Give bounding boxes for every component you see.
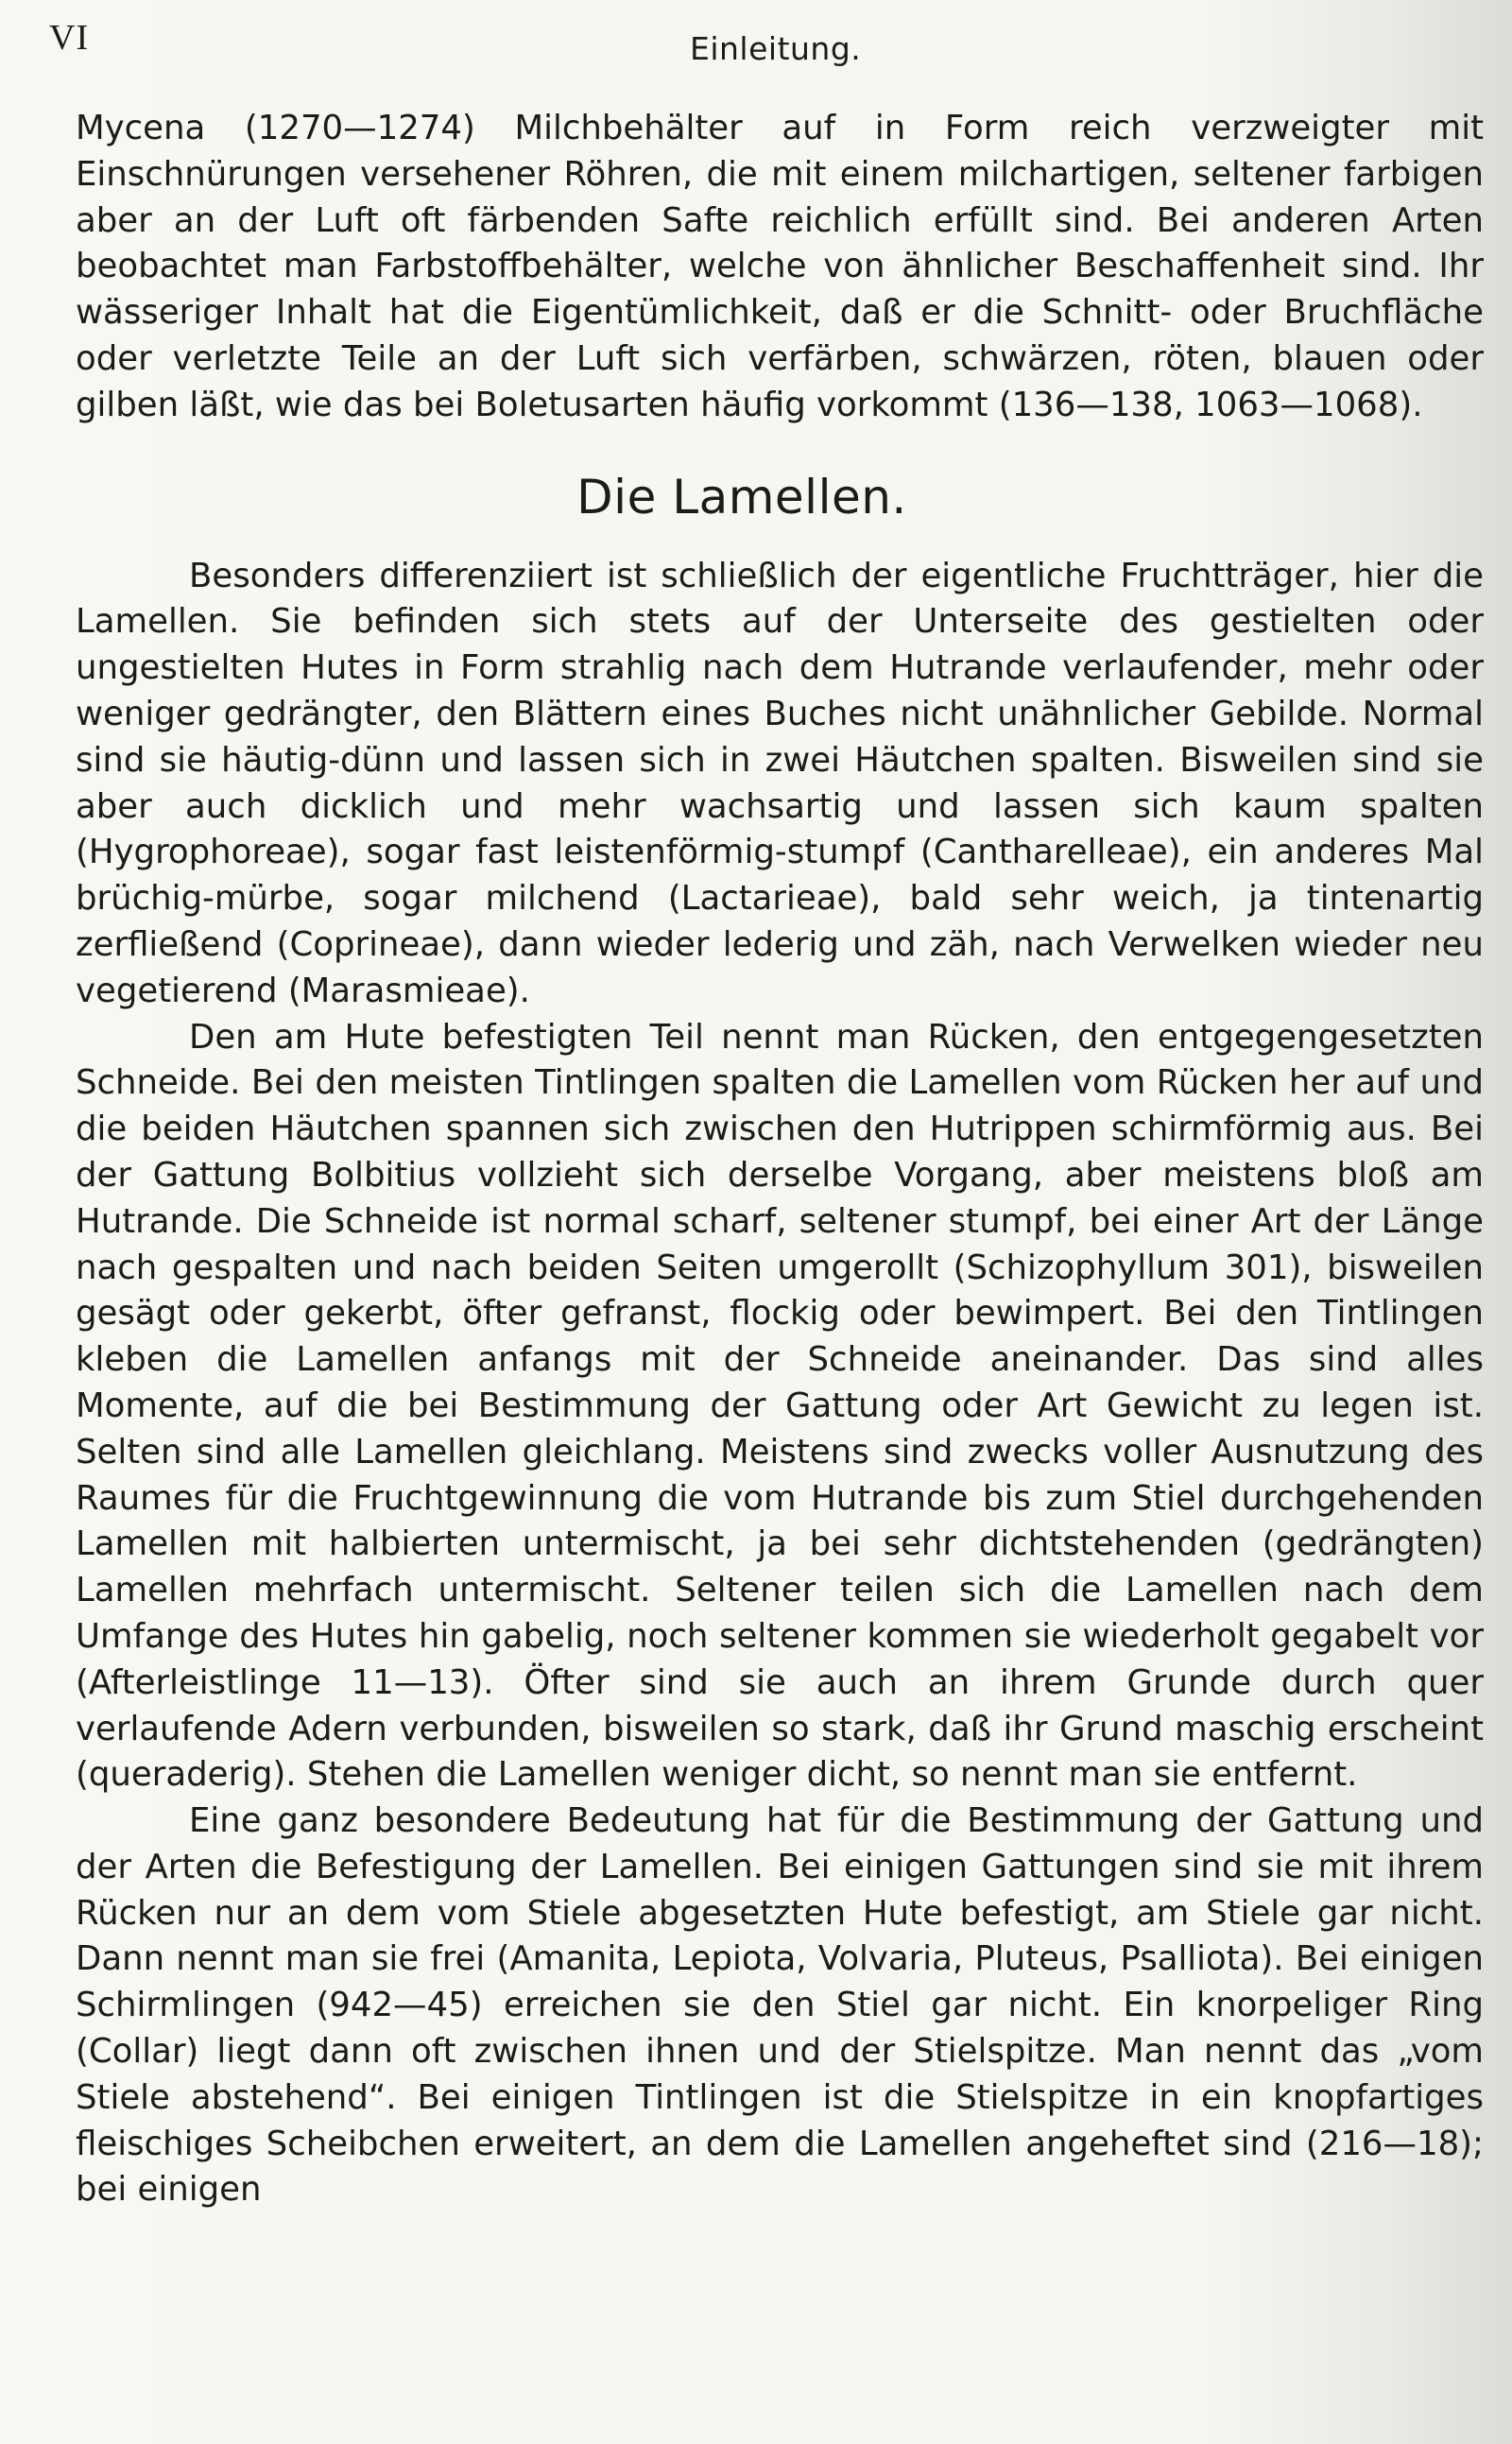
body-text bbox=[76, 106, 1484, 2213]
page-header bbox=[0, 17, 1512, 74]
page-number: VI bbox=[49, 18, 90, 58]
running-title: Einleitung. bbox=[690, 30, 862, 67]
paragraph-ruecken-schneide: Den am Hute befestigten Teil nennt man Rücken, den entgegengesetzten Schneide. Bei den meisten Tintlingen spalten die Lamellen vom Rücken her auf und die beiden Häutchen spannen sich zwischen den Hutrippen schirmförmig aus. Bei der Gattung Bolbitius vollzieht sich derselbe Vorgang, aber meistens bloß am Hutrande. Die Schneide ist normal scharf, seltener stumpf, bei einer Art der Länge nach gespalten und nach beiden Seiten umgerollt (Schizophyllum 301), bisweilen gesägt oder gekerbt, öfter gefranst, flockig oder bewimpert. Bei den Tintlingen kleben die Lamellen anfangs mit der Schneide aneinander. Das sind alles Momente, auf die bei Bestimmung der Gattung oder Art Gewicht zu legen ist. Selten sind alle Lamellen gleichlang. Meistens sind zwecks voller Ausnutzung des Raumes für die Fruchtgewinnung die vom Hutrande bis zum Stiel durchgehenden Lamellen mit halbierten untermischt, ja bei sehr dichtstehenden (gedrängten) Lamellen mehrfach untermischt. Seltener teilen sich die Lamellen nach dem Umfange des Hutes hin gabelig, noch seltener kommen sie wiederholt gegabelt vor (Afterleistlinge 11—13). Öfter sind sie auch an ihrem Grunde durch quer verlaufende Adern verbunden, bisweilen so stark, daß ihr Grund maschig erscheint (queraderig). Stehen die Lamellen weniger dicht, so nennt man sie entfernt. bbox=[76, 1017, 1484, 1795]
paragraph-mycena: Mycena (1270—1274) Milchbehälter auf in Form reich verzweigter mit Einschnürungen versehener Röhren, die mit einem milchartigen, seltener farbigen aber an der Luft oft färbenden Safte reichlich erfüllt sind. Bei anderen Arten beobachtet man Farbstoffbehälter, welche von ähnlicher Beschaffenheit sind. Ihr wässeriger Inhalt hat die Eigentümlichkeit, daß er die Schnitt- oder Bruchfläche oder verletzte Teile an der Luft sich verfärben, schwärzen, röten, blauen oder gilben läßt, wie das bei Boletusarten häufig vorkommt (136—138, 1063—1068). bbox=[76, 109, 1484, 424]
section-heading: Die Lamellen. bbox=[576, 469, 907, 525]
paragraph-befestigung: Eine ganz besondere Bedeutung hat für die Bestimmung der Gattung und der Arten die Befestigung der Lamellen. Bei einigen Gattungen sind sie mit ihrem Rücken nur an dem vom Stiele abgesetzten Hute befestigt, am Stiele gar nicht. Dann nennt man sie frei (Amanita, Lepiota, Volvaria, Pluteus, Psalliota). Bei einigen Schirmlingen (942—45) erreichen sie den Stiel gar nicht. Ein knorpeliger Ring (Collar) liegt dann oft zwischen ihnen und der Stielspitze. Man nennt das „vom Stiele abstehend“. Bei einigen Tintlingen ist die Stielspitze in ein knopfartiges fleischiges Scheibchen erweitert, an dem die Lamellen angeheftet sind (216—18); bei einigen bbox=[76, 1801, 1484, 2210]
paragraph-fruchttraeger: Besonders differenziiert ist schließlich der eigentliche Fruchtträger, hier die Lamellen. Sie befinden sich stets auf der Unterseite des gestielten oder ungestielten Hutes in Form strahlig nach dem Hutrande verlaufender, mehr oder weniger gedrängter, den Blättern eines Buches nicht unähnlicher Gebilde. Normal sind sie häutig-dünn und lassen sich in zwei Häutchen spalten. Bisweilen sind sie aber auch dicklich und mehr wachsartig und lassen sich kaum spalten (Hygrophoreae), sogar fast leistenförmig-stumpf (Cantharelleae), ein anderes Mal brüchig-mürbe, sogar milchend (Lactarieae), bald sehr weich, ja tintenartig zerfließend (Coprineae), dann wieder lederig und zäh, nach Verwelken wieder neu vegetierend (Marasmieae). bbox=[76, 556, 1484, 1010]
